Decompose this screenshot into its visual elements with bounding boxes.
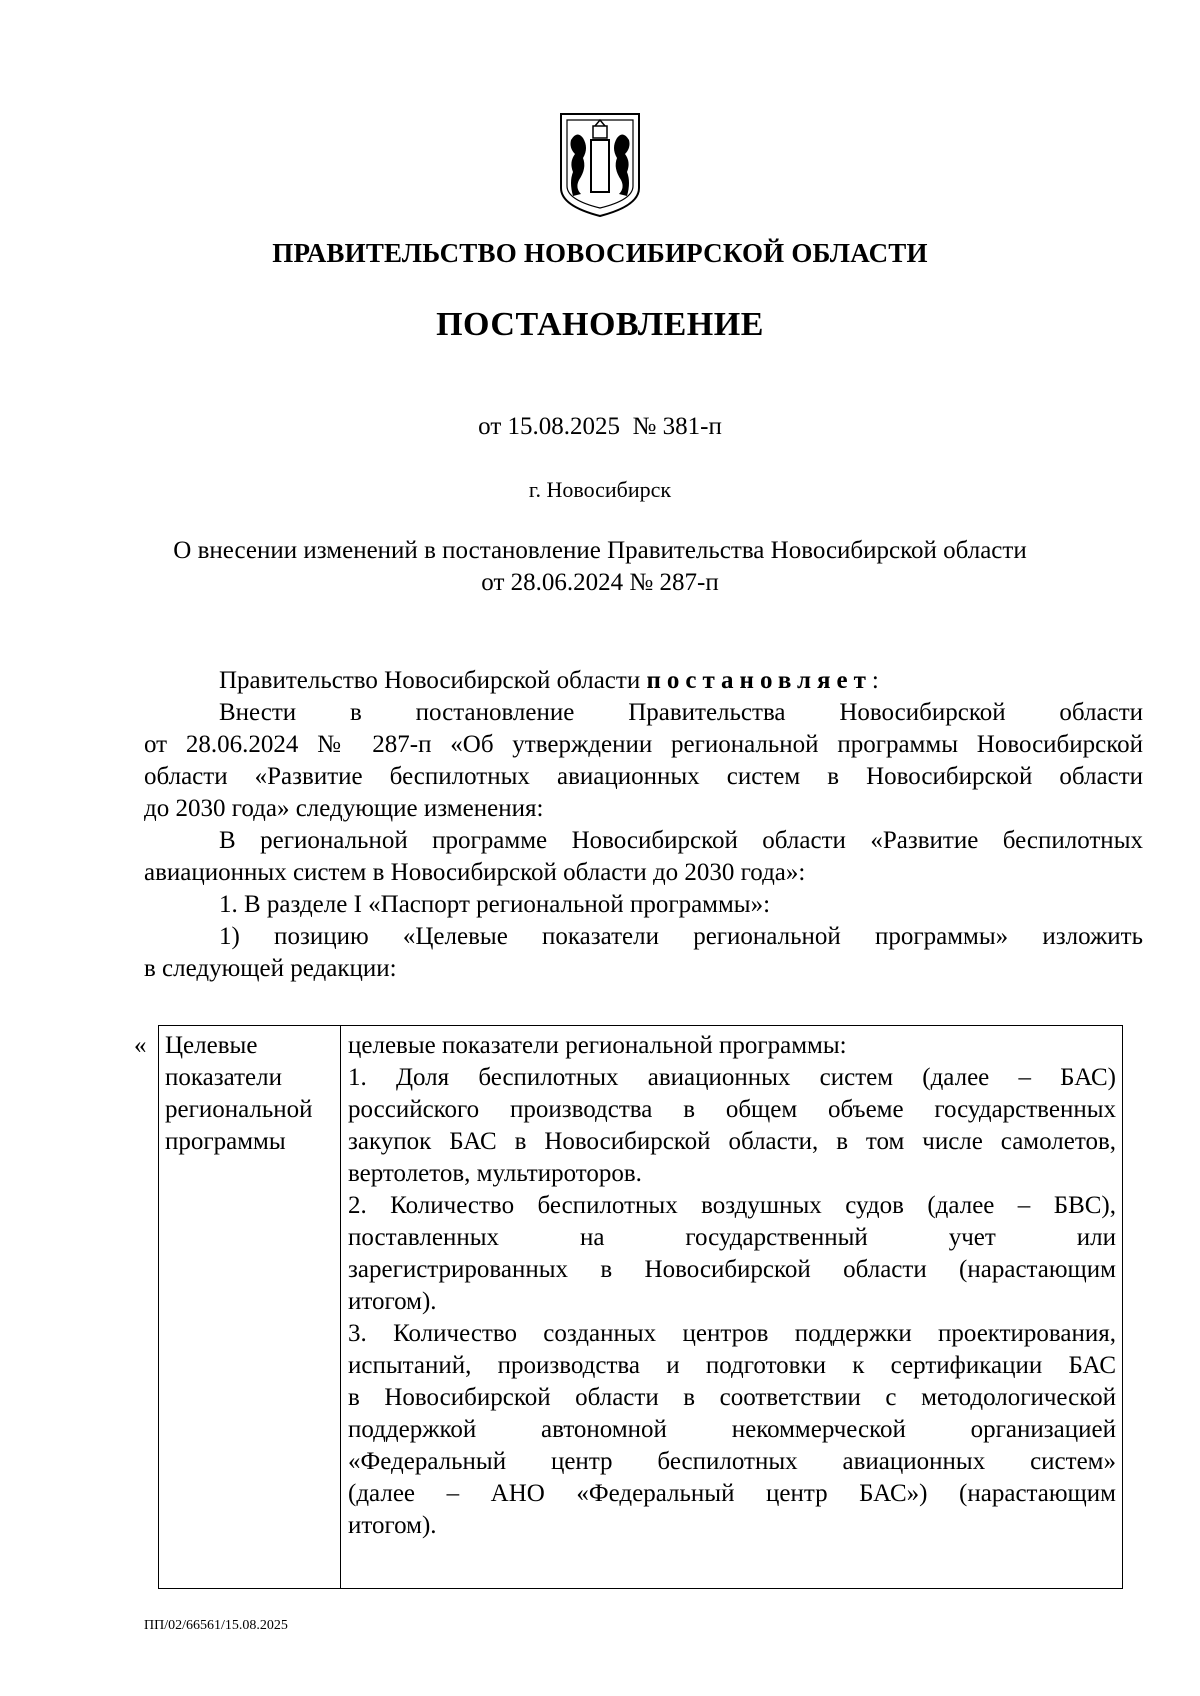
cell-line: целевые показатели региональной программы: [348, 1032, 847, 1059]
cell-line: закупок БАС в Новосибирской области, в том числе самолетов, [348, 1128, 1116, 1155]
document-type-title: ПОСТАНОВЛЕНИЕ [436, 306, 764, 343]
subject-line: от 28.06.2024 № 287-п [481, 569, 719, 596]
organization-title: ПРАВИТЕЛЬСТВО НОВОСИБИРСКОЙ ОБЛАСТИ [272, 238, 928, 268]
cell-line: вертолетов, мультироторов. [348, 1160, 642, 1187]
decree-lead: Правительство Новосибирской области [219, 667, 641, 694]
cell-line: 2. Количество беспилотных воздушных судов (далее – БВС), [348, 1192, 1116, 1219]
cell-line: «Федеральный центр беспилотных авиационных систем» [348, 1448, 1116, 1475]
cell-line: (далее – АНО «Федеральный центр БАС») (нарастающим [348, 1480, 1116, 1507]
table-cell-label [165, 1030, 335, 1158]
cell-line: итогом). [348, 1288, 437, 1315]
table-cell-content [348, 1030, 1116, 1542]
cell-line: в Новосибирской области в соответствии с методологической [348, 1384, 1116, 1411]
cell-line: испытаний, производства и подготовки к сертификации БАС [348, 1352, 1116, 1379]
paragraph-line: В региональной программе Новосибирской области «Развитие беспилотных [219, 827, 1143, 854]
paragraph-line: в следующей редакции: [144, 955, 397, 982]
table-column-divider [340, 1025, 341, 1589]
decree-word: постановляет [646, 667, 872, 694]
opening-quote-mark: « [134, 1032, 147, 1059]
paragraph-line: авиационных систем в Новосибирской области до 2030 года»: [144, 859, 806, 886]
paragraph-line: от 28.06.2024 № 287-п «Об утверждении региональной программы Новосибирской [144, 731, 1143, 758]
cell-line: зарегистрированных в Новосибирской области (нарастающим [348, 1256, 1116, 1283]
paragraph-line: области «Развитие беспилотных авиационных систем в Новосибирской области [144, 763, 1143, 790]
paragraph-line: 1) позицию «Целевые показатели региональной программы» изложить [219, 923, 1143, 950]
paragraph-line: до 2030 года» следующие изменения: [144, 795, 544, 822]
cell-line: Целевые [165, 1032, 258, 1059]
section-paragraph [144, 889, 1143, 921]
document-registration-code: ПП/02/66561/15.08.2025 [144, 1618, 288, 1633]
date-and-number: от 15.08.2025 № 381-п [478, 413, 722, 440]
cell-line: российского производства в общем объеме государственных [348, 1096, 1116, 1123]
position-paragraph [144, 921, 1143, 985]
cell-line: 3. Количество созданных центров поддержки проектирования, [348, 1320, 1116, 1347]
decree-paragraph [144, 665, 1143, 697]
paragraph-line: Внести в постановление Правительства Новосибирской области [219, 699, 1143, 726]
city-line: г. Новосибирск [528, 477, 672, 502]
cell-line: итогом). [348, 1512, 437, 1539]
cell-line: поставленных на государственный учет или [348, 1224, 1116, 1251]
subject-line: О внесении изменений в постановление Правительства Новосибирской области [173, 537, 1027, 564]
cell-line: 1. Доля беспилотных авиационных систем (далее – БАС) [348, 1064, 1116, 1091]
decree-colon: : [871, 667, 879, 694]
cell-line: программы [165, 1128, 286, 1155]
program-paragraph [144, 825, 1143, 889]
cell-line: поддержкой автономной некоммерческой организацией [348, 1416, 1116, 1443]
paragraph-line: 1. В разделе I «Паспорт региональной программы»: [219, 891, 771, 918]
cell-line: региональной [165, 1096, 313, 1123]
cell-line: показатели [165, 1064, 282, 1091]
document-subject [0, 535, 1200, 599]
coat-of-arms-icon [557, 110, 643, 218]
amendment-paragraph [144, 697, 1143, 825]
